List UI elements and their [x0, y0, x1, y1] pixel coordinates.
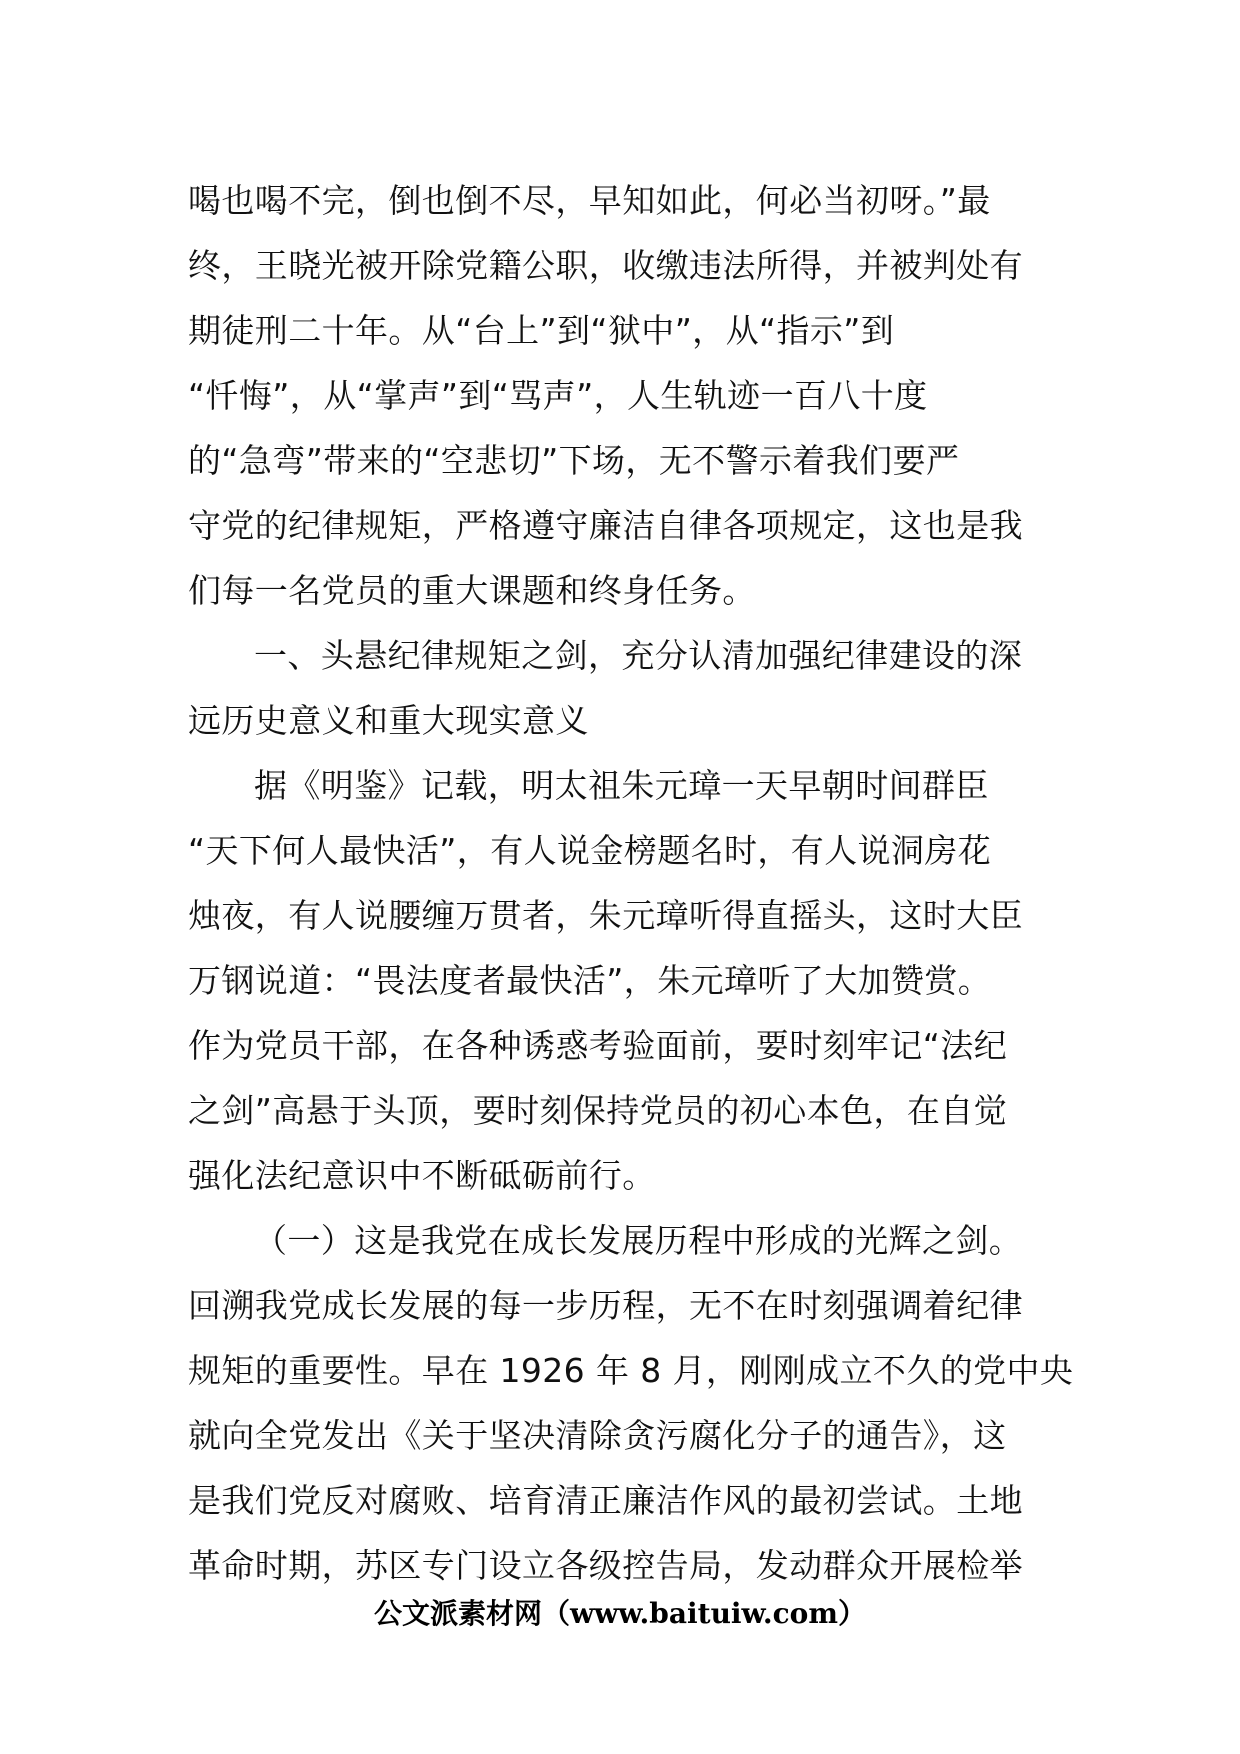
text-line: 的“急弯”带来的“空悲切”下场，无不警示着我们要严 — [188, 441, 960, 480]
text-line: 万钢说道：“畏法度者最快活”，朱元璋听了大加赞赏。 — [188, 961, 992, 1000]
text-line: 期徒刑二十年。从“台上”到“狱中”，从“指示”到 — [188, 311, 895, 350]
text-line: 之剑”高悬于头顶，要时刻保持党员的初心本色，在自觉 — [188, 1091, 1008, 1130]
text-line: 是我们党反对腐败、培育清正廉洁作风的最初尝试。土地 — [188, 1481, 1023, 1520]
section-heading-line: 一、头悬纪律规矩之剑，充分认清加强纪律建设的深 — [254, 636, 1023, 675]
text-line: 回溯我党成长发展的每一步历程，无不在时刻强调着纪律 — [188, 1286, 1023, 1325]
body-text — [188, 168, 1074, 1598]
text-line: 革命时期，苏区专门设立各级控告局，发动群众开展检举 — [188, 1546, 1023, 1585]
text-line: 烛夜，有人说腰缠万贯者，朱元璋听得直摇头，这时大臣 — [188, 896, 1023, 935]
text-line: 就向全党发出《关于坚决清除贪污腐化分子的通告》，这 — [188, 1416, 1007, 1455]
text-line: 终，王晓光被开除党籍公职，收缴违法所得，并被判处有 — [188, 246, 1023, 285]
page-footer-watermark: 公文派素材网（www.baituiw.com） — [374, 1597, 866, 1630]
text-line: 据《明鉴》记载，明太祖朱元璋一天早朝时间群臣 — [254, 766, 989, 805]
subsection-heading-line: （一）这是我党在成长发展历程中形成的光辉之剑。 — [254, 1221, 1023, 1260]
text-line: 喝也喝不完，倒也倒不尽，早知如此，何必当初呀。”最 — [188, 181, 991, 220]
text-line: 们每一名党员的重大课题和终身任务。 — [188, 571, 756, 610]
text-line: 强化法纪意识中不断砥砺前行。 — [188, 1156, 656, 1195]
text-line: “忏悔”，从“掌声”到“骂声”，人生轨迹一百八十度 — [188, 376, 928, 415]
section-heading-line: 远历史意义和重大现实意义 — [188, 701, 589, 740]
text-line: “天下何人最快活”，有人说金榜题名时，有人说洞房花 — [188, 831, 992, 870]
text-line: 作为党员干部，在各种诱惑考验面前，要时刻牢记“法纪 — [188, 1026, 1008, 1065]
text-line: 守党的纪律规矩，严格遵守廉洁自律各项规定，这也是我 — [188, 506, 1023, 545]
text-line: 规矩的重要性。早在 1926 年 8 月，刚刚成立不久的党中央 — [188, 1351, 1074, 1390]
